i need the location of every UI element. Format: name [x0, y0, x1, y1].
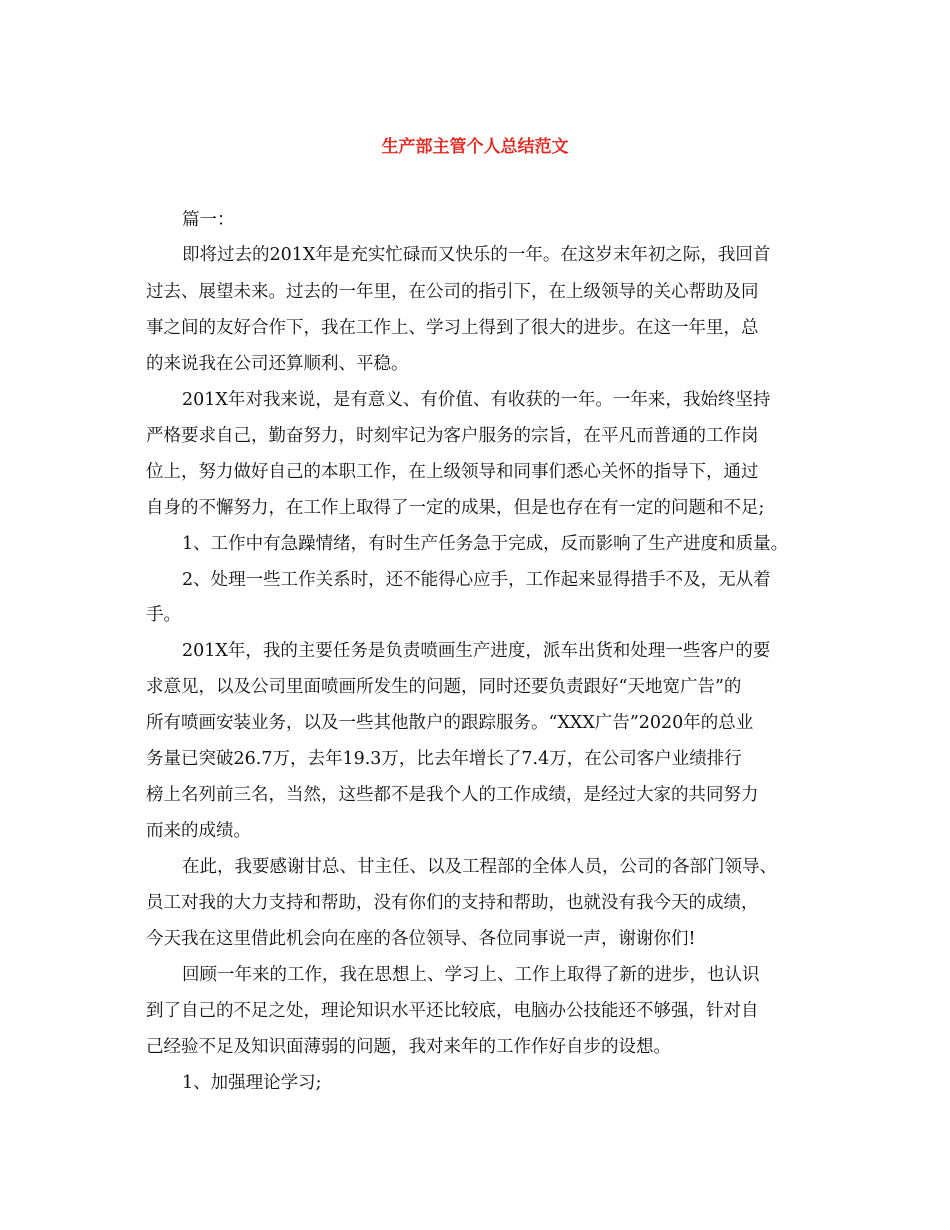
text-line: 严格要求自己，勤奋努力，时刻牢记为客户服务的宗旨，在平凡而普通的工作岗 [146, 426, 759, 446]
text-line: 1、加强理论学习; [182, 1073, 322, 1093]
text-line: 2、处理一些工作关系时，还不能得心应手，工作起来显得措手不及，无从着 [182, 570, 771, 590]
text-line: 员工对我的大力支持和帮助，没有你们的支持和帮助，也就没有我今天的成绩， [146, 893, 759, 913]
text-line: 到了自己的不足之处，理论知识水平还比较底，电脑办公技能还不够强，针对自 [146, 1001, 759, 1021]
document-title: 生产部主管个人总结范文 [381, 137, 569, 157]
text-line: 篇一： [182, 210, 235, 230]
text-line: 手。 [146, 605, 181, 625]
text-line: 过去、展望未来。过去的一年里，在公司的指引下，在上级领导的关心帮助及同 [146, 282, 759, 302]
text-line: 而来的成绩。 [146, 821, 251, 841]
text-line: 1、工作中有急躁情绪，有时生产任务急于完成，反而影响了生产进度和质量。 [182, 534, 789, 554]
text-line: 务量已突破26.7万，去年19.3万，比去年增长了7.4万，在公司客户业绩排行 [146, 749, 742, 769]
text-line: 201X年对我来说，是有意义、有价值、有收获的一年。一年来，我始终坚持 [182, 390, 771, 410]
text-line: 榜上名列前三名，当然，这些都不是我个人的工作成绩，是经过大家的共同努力 [146, 785, 759, 805]
text-line: 今天我在这里借此机会向在座的各位领导、各位同事说一声，谢谢你们! [146, 929, 696, 949]
text-line: 事之间的友好合作下，我在工作上、学习上得到了很大的进步。在这一年里，总 [146, 318, 759, 338]
text-line: 在此，我要感谢甘总、甘主任、以及工程部的全体人员，公司的各部门领导、 [182, 857, 777, 877]
text-line: 的来说我在公司还算顺利、平稳。 [146, 354, 409, 374]
text-line: 回顾一年来的工作，我在思想上、学习上、工作上取得了新的进步，也认识 [182, 965, 760, 985]
text-line: 自身的不懈努力，在工作上取得了一定的成果，但是也存在有一定的问题和不足; [146, 498, 765, 518]
text-line: 即将过去的201X年是充实忙碌而又快乐的一年。在这岁末年初之际，我回首 [182, 245, 771, 265]
text-line: 所有喷画安装业务，以及一些其他散户的跟踪服务。“XXX广告”2020年的总业 [146, 713, 754, 733]
text-line: 求意见，以及公司里面喷画所发生的问题，同时还要负责跟好“天地宽广告”的 [146, 677, 742, 697]
text-line: 201X年，我的主要任务是负责喷画生产进度，派车出货和处理一些客户的要 [182, 641, 771, 661]
text-line: 位上，努力做好自己的本职工作，在上级领导和同事们悉心关怀的指导下，通过 [146, 462, 759, 482]
text-line: 己经验不足及知识面薄弱的问题，我对来年的工作作好自步的设想。 [146, 1037, 671, 1057]
